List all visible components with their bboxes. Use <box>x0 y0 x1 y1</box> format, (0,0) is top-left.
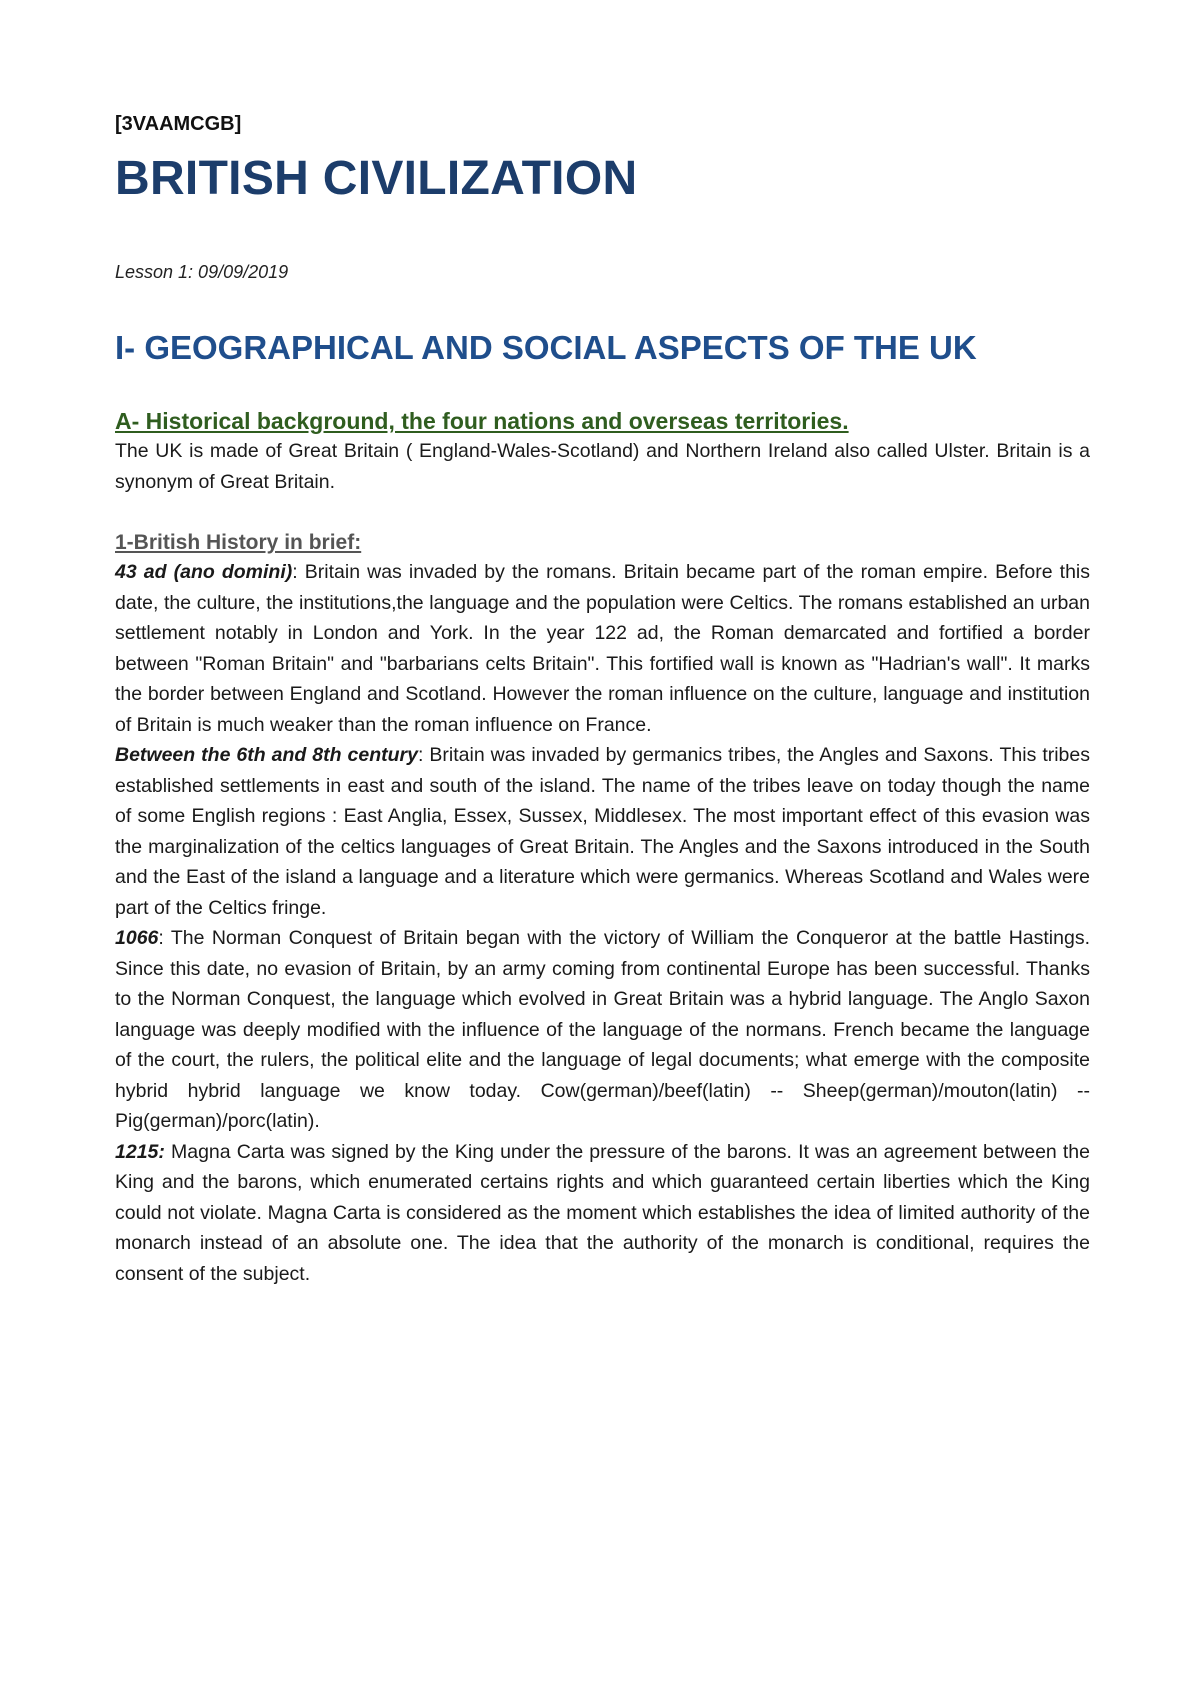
entry-lead: 43 ad (ano domini) <box>115 561 293 583</box>
entry-text: : Britain was invaded by germanics tribes, the Angles and Saxons. This tribes established settlements in east and south of the island. The name of the tribes leave on today though the name of some English regions : East Anglia, Essex, Sussex, Middlesex. The most important effect of this evasion was the marginalization of the celtics languages of Great Britain. The Angles and the Saxons introduced in the South and the East of the island a language and a literature which were germanics. Whereas Scotland and Wales were part of the Celtics fringe. <box>115 744 1091 919</box>
history-entry-1215 <box>115 1137 1090 1290</box>
history-entry-1066 <box>115 923 1090 1137</box>
entry-text: Magna Carta was signed by the King under the pressure of the barons. It was an agreement between the King and the barons, which enumerated certains rights and which guaranteed certain liberties which the King could not violate. Magna Carta is considered as the moment which establishes the idea of limited authority of the monarch instead of an absolute one. The idea that the authority of the monarch is conditional, requires the consent of the subject. <box>115 1140 1090 1285</box>
history-entry-6th-8th-century <box>115 740 1090 923</box>
history-entry-43ad <box>115 557 1090 740</box>
entry-text: : The Norman Conquest of Britain began with the victory of William the Conqueror at the battle Hastings. Since this date, no evasion of Britain, by an army coming from continental Europe has been successful. Thanks to the Norman Conquest, the language which evolved in Great Britain was a hybrid language. The Anglo Saxon language was deeply modified with the influence of the language of the normans. French became the language of the court, the rulers, the political elite and the language of legal documents; what emerge with the composite hybrid hybrid language we know today. Cow(german)/beef(latin) -- Sheep(german)/mouton(latin) -- Pig(german)/porc(latin). <box>115 927 1090 1132</box>
entry-lead: 1066 <box>115 927 159 949</box>
intro-paragraph: The UK is made of Great Britain ( England-Wales-Scotland) and Northern Ireland also called Ulster. Britain is a synonym of Great Britain. <box>115 440 1090 493</box>
entry-lead: 1215: <box>115 1140 165 1163</box>
document-title: BRITISH CIVILIZATION <box>115 152 638 205</box>
subsection-heading: A- Historical background, the four nations and overseas territories. <box>115 408 849 434</box>
entry-text: : Britain was invaded by the romans. Britain became part of the roman empire. Before this date, the culture, the institutions,the language and the population were Celtics. The romans established an urban settlement notably in London and York. In the year 122 ad, the Roman demarcated and fortified a border between "Roman Britain" and "barbarians celts Britain". This fortified wall is known as "Hadrian's wall". It marks the border between England and Scotland. However the roman influence on the culture, language and institution of Britain is much weaker than the roman influence on France. <box>115 561 1091 736</box>
document-page <box>115 112 1090 1289</box>
course-code: [3VAAMCGB] <box>115 113 242 135</box>
history-heading: 1-British History in brief: <box>115 531 362 554</box>
section-heading: I- GEOGRAPHICAL AND SOCIAL ASPECTS OF THE UK <box>115 329 977 366</box>
lesson-date: Lesson 1: 09/09/2019 <box>115 262 289 282</box>
entry-lead: Between the 6th and 8th century <box>115 744 418 766</box>
